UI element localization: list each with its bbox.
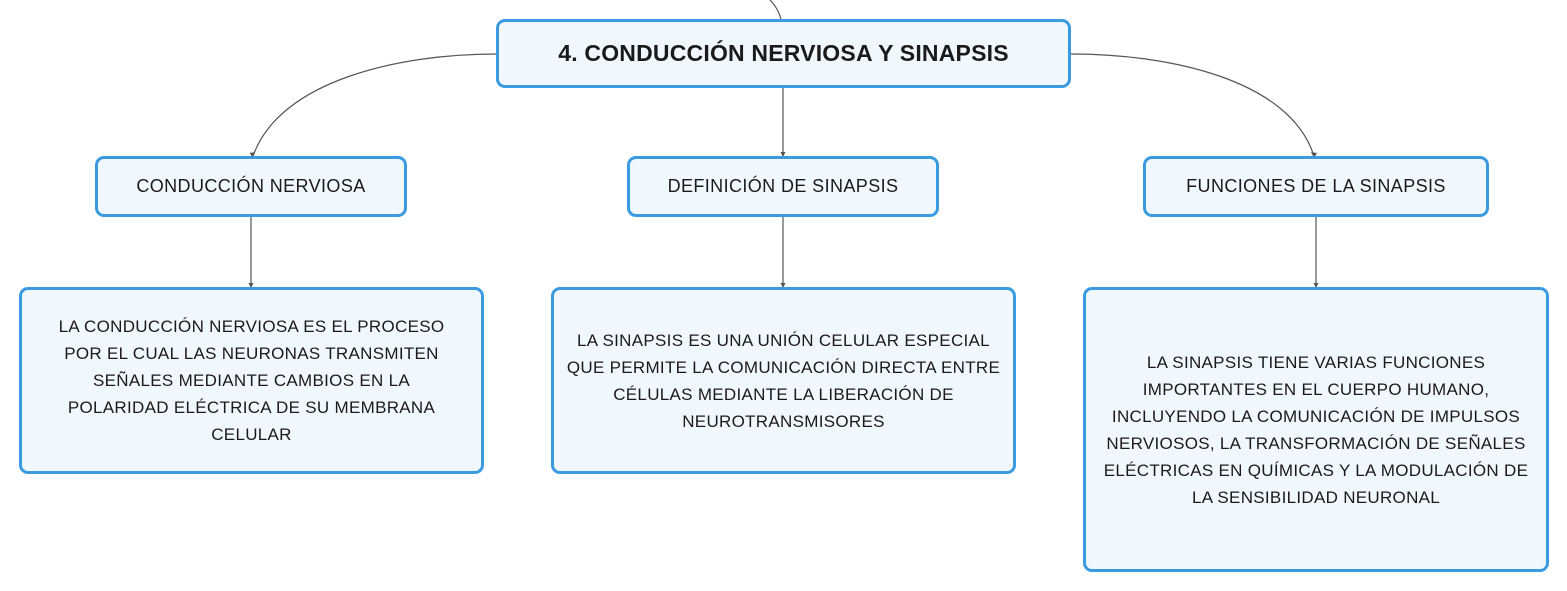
branch-label: DEFINICIÓN DE SINAPSIS [667, 176, 899, 196]
root-topic-node[interactable] [496, 19, 1071, 88]
root-topic-label: 4. CONDUCCIÓN NERVIOSA Y SINAPSIS [558, 40, 1009, 66]
detail-text: LA SINAPSIS TIENE VARIAS FUNCIONES IMPORTANTES EN EL CUERPO HUMANO, INCLUYENDO LA COMUNICACIÓN DE IMPULSOS NERVIOSOS, LA TRANSFORMACIÓN DE SEÑALES ELÉCTRICAS EN QUÍMICAS Y LA MODULACIÓN DE LA SENSIBILIDAD NEURONAL [1103, 352, 1529, 507]
detail-node-funciones-sinapsis[interactable] [1083, 287, 1549, 572]
branch-label: FUNCIONES DE LA SINAPSIS [1186, 176, 1446, 196]
detail-text: LA CONDUCCIÓN NERVIOSA ES EL PROCESO POR EL CUAL LAS NEURONAS TRANSMITEN SEÑALES MEDIANTE CAMBIOS EN LA POLARIDAD ELÉCTRICA DE SU MEMBRANA CELULAR [58, 317, 445, 444]
connector-root-to-branch-3 [1071, 54, 1314, 156]
connector-root-to-branch-1 [253, 54, 496, 156]
detail-node-definicion-sinapsis[interactable] [551, 287, 1016, 474]
detail-node-conduccion-nerviosa[interactable] [19, 287, 484, 474]
branch-label: CONDUCCIÓN NERVIOSA [136, 176, 366, 196]
branch-node-definicion-sinapsis[interactable] [627, 156, 939, 217]
connector-parent-to-root [770, 0, 781, 19]
detail-text: LA SINAPSIS ES UNA UNIÓN CELULAR ESPECIAL QUE PERMITE LA COMUNICACIÓN DIRECTA ENTRE CÉLULAS MEDIANTE LA LIBERACIÓN DE NEUROTRANSMISORES [566, 330, 1001, 431]
branch-node-conduccion-nerviosa[interactable] [95, 156, 407, 217]
branch-node-funciones-sinapsis[interactable] [1143, 156, 1489, 217]
